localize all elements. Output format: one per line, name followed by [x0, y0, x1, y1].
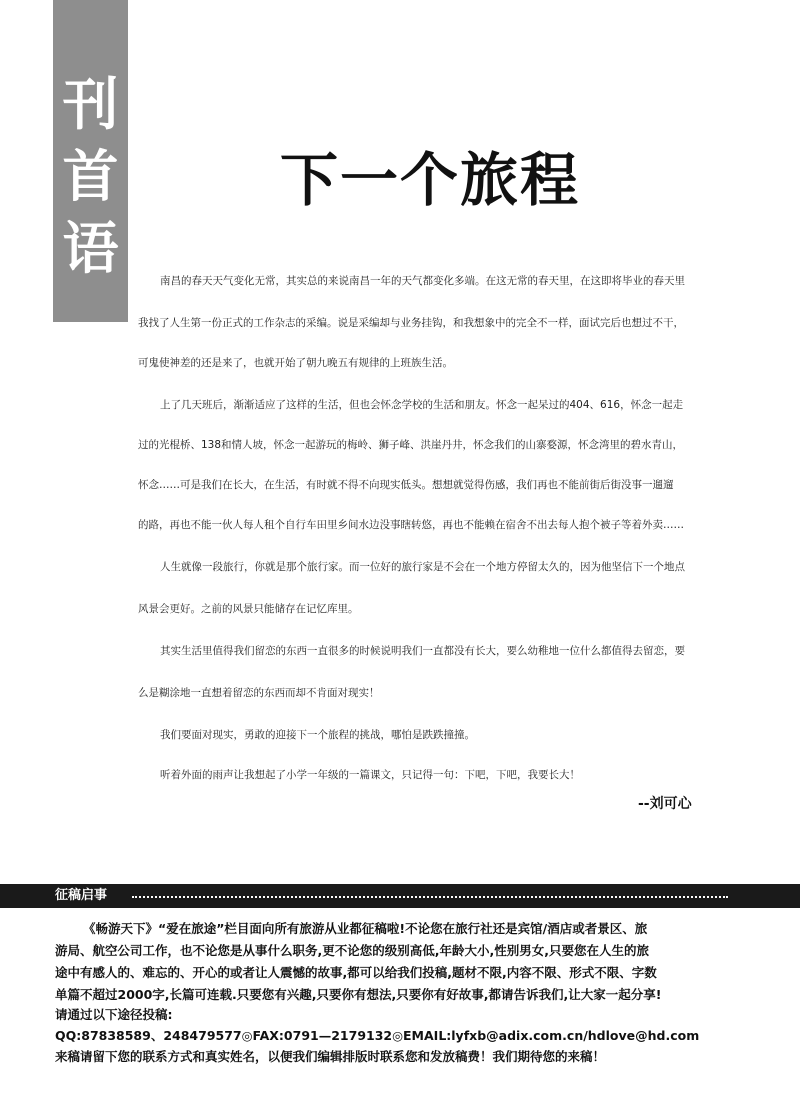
notice-line: 途中有感人的、难忘的、开心的或者让人震憾的故事,都可以给我们投稿,题材不限,内容不限、形式不限、字数 [55, 965, 657, 980]
author-signature: --刘可心 [638, 796, 692, 812]
section-label-char: 刊 [62, 72, 119, 138]
notice-line: 来稿请留下您的联系方式和真实姓名，以便我们编辑排版时联系您和发放稿费！我们期待您的来稿！ [55, 1049, 606, 1064]
essay-line: 人生就像一段旅行，你就是那个旅行家。而一位好的旅行家是不会在一个地方停留太久的，因为他坚信下一个地点 [160, 561, 685, 573]
section-label-char: 首 [62, 144, 119, 210]
essay-line: 风景会更好。之前的风景只能储存在记忆库里。 [138, 603, 359, 615]
dotted-leader [132, 896, 728, 898]
notice-line: 《畅游天下》“爱在旅途”栏目面向所有旅游从业都征稿啦!不论您在旅行社还是宾馆/酒店或者景区、旅 [83, 921, 648, 936]
article-title: 下一个旅程 [279, 146, 580, 214]
essay-line: 其实生活里值得我们留恋的东西一直很多的时候说明我们一直都没有长大，要么幼稚地一位什么都值得去留恋，要 [160, 645, 685, 657]
essay-line: 怀念……可是我们在长大，在生活，有时就不得不向现实低头。想想就觉得伤感，我们再也不能前街后街没事一遛遛 [138, 479, 674, 491]
essay-line: 我找了人生第一份正式的工作杂志的采编。说是采编却与业务挂钩，和我想象中的完全不一样，面试完后也想过不干， [138, 317, 684, 329]
essay-line: 上了几天班后，渐渐适应了这样的生活，但也会怀念学校的生活和朋友。怀念一起呆过的404、616，怀念一起走 [160, 399, 684, 411]
notice-line: 请通过以下途径投稿: [55, 1007, 173, 1022]
essay-line: 过的光棍桥、138和情人坡，怀念一起游玩的梅岭、狮子峰、洪崖丹井，怀念我们的山寨婺源，怀念湾里的碧水青山， [138, 439, 684, 451]
notice-line: 游局、航空公司工作，也不论您是从事什么职务,更不论您的级别高低,年龄大小,性别男女,只要您在人生的旅 [55, 943, 649, 958]
section-label-tab [53, 0, 128, 322]
notice-line: 单篇不超过2000字,长篇可连载.只要您有兴趣,只要你有想法,只要你有好故事,都请告诉我们,让大家一起分享! [55, 987, 662, 1002]
section-label-char: 语 [62, 216, 119, 282]
essay-line: 么是糊涂地一直想着留恋的东西而却不肯面对现实！ [138, 687, 380, 699]
essay-line: 可鬼使神差的还是来了，也就开始了朝九晚五有规律的上班族生活。 [138, 357, 453, 369]
notice-header-bar [0, 884, 800, 908]
contact-info: QQ:87838589、248479577◎FAX:0791—2179132◎EMAIL:lyfxb@adix.com.cn/hdlove@hd.com [55, 1028, 700, 1043]
essay-line: 南昌的春天天气变化无常，其实总的来说南昌一年的天气都变化多端。在这无常的春天里，在这即将毕业的春天里 [160, 275, 685, 287]
essay-line: 我们要面对现实，勇敢的迎接下一个旅程的挑战，哪怕是跌跌撞撞。 [160, 729, 475, 741]
notice-title: 征稿启事 [55, 888, 108, 903]
essay-line: 听着外面的雨声让我想起了小学一年级的一篇课文，只记得一句：下吧，下吧，我要长大！ [160, 769, 580, 781]
essay-line: 的路，再也不能一伙人每人租个自行车田里乡间水边没事瞎转悠，再也不能赖在宿舍不出去每人抱个被子等着外卖…… [138, 519, 684, 531]
